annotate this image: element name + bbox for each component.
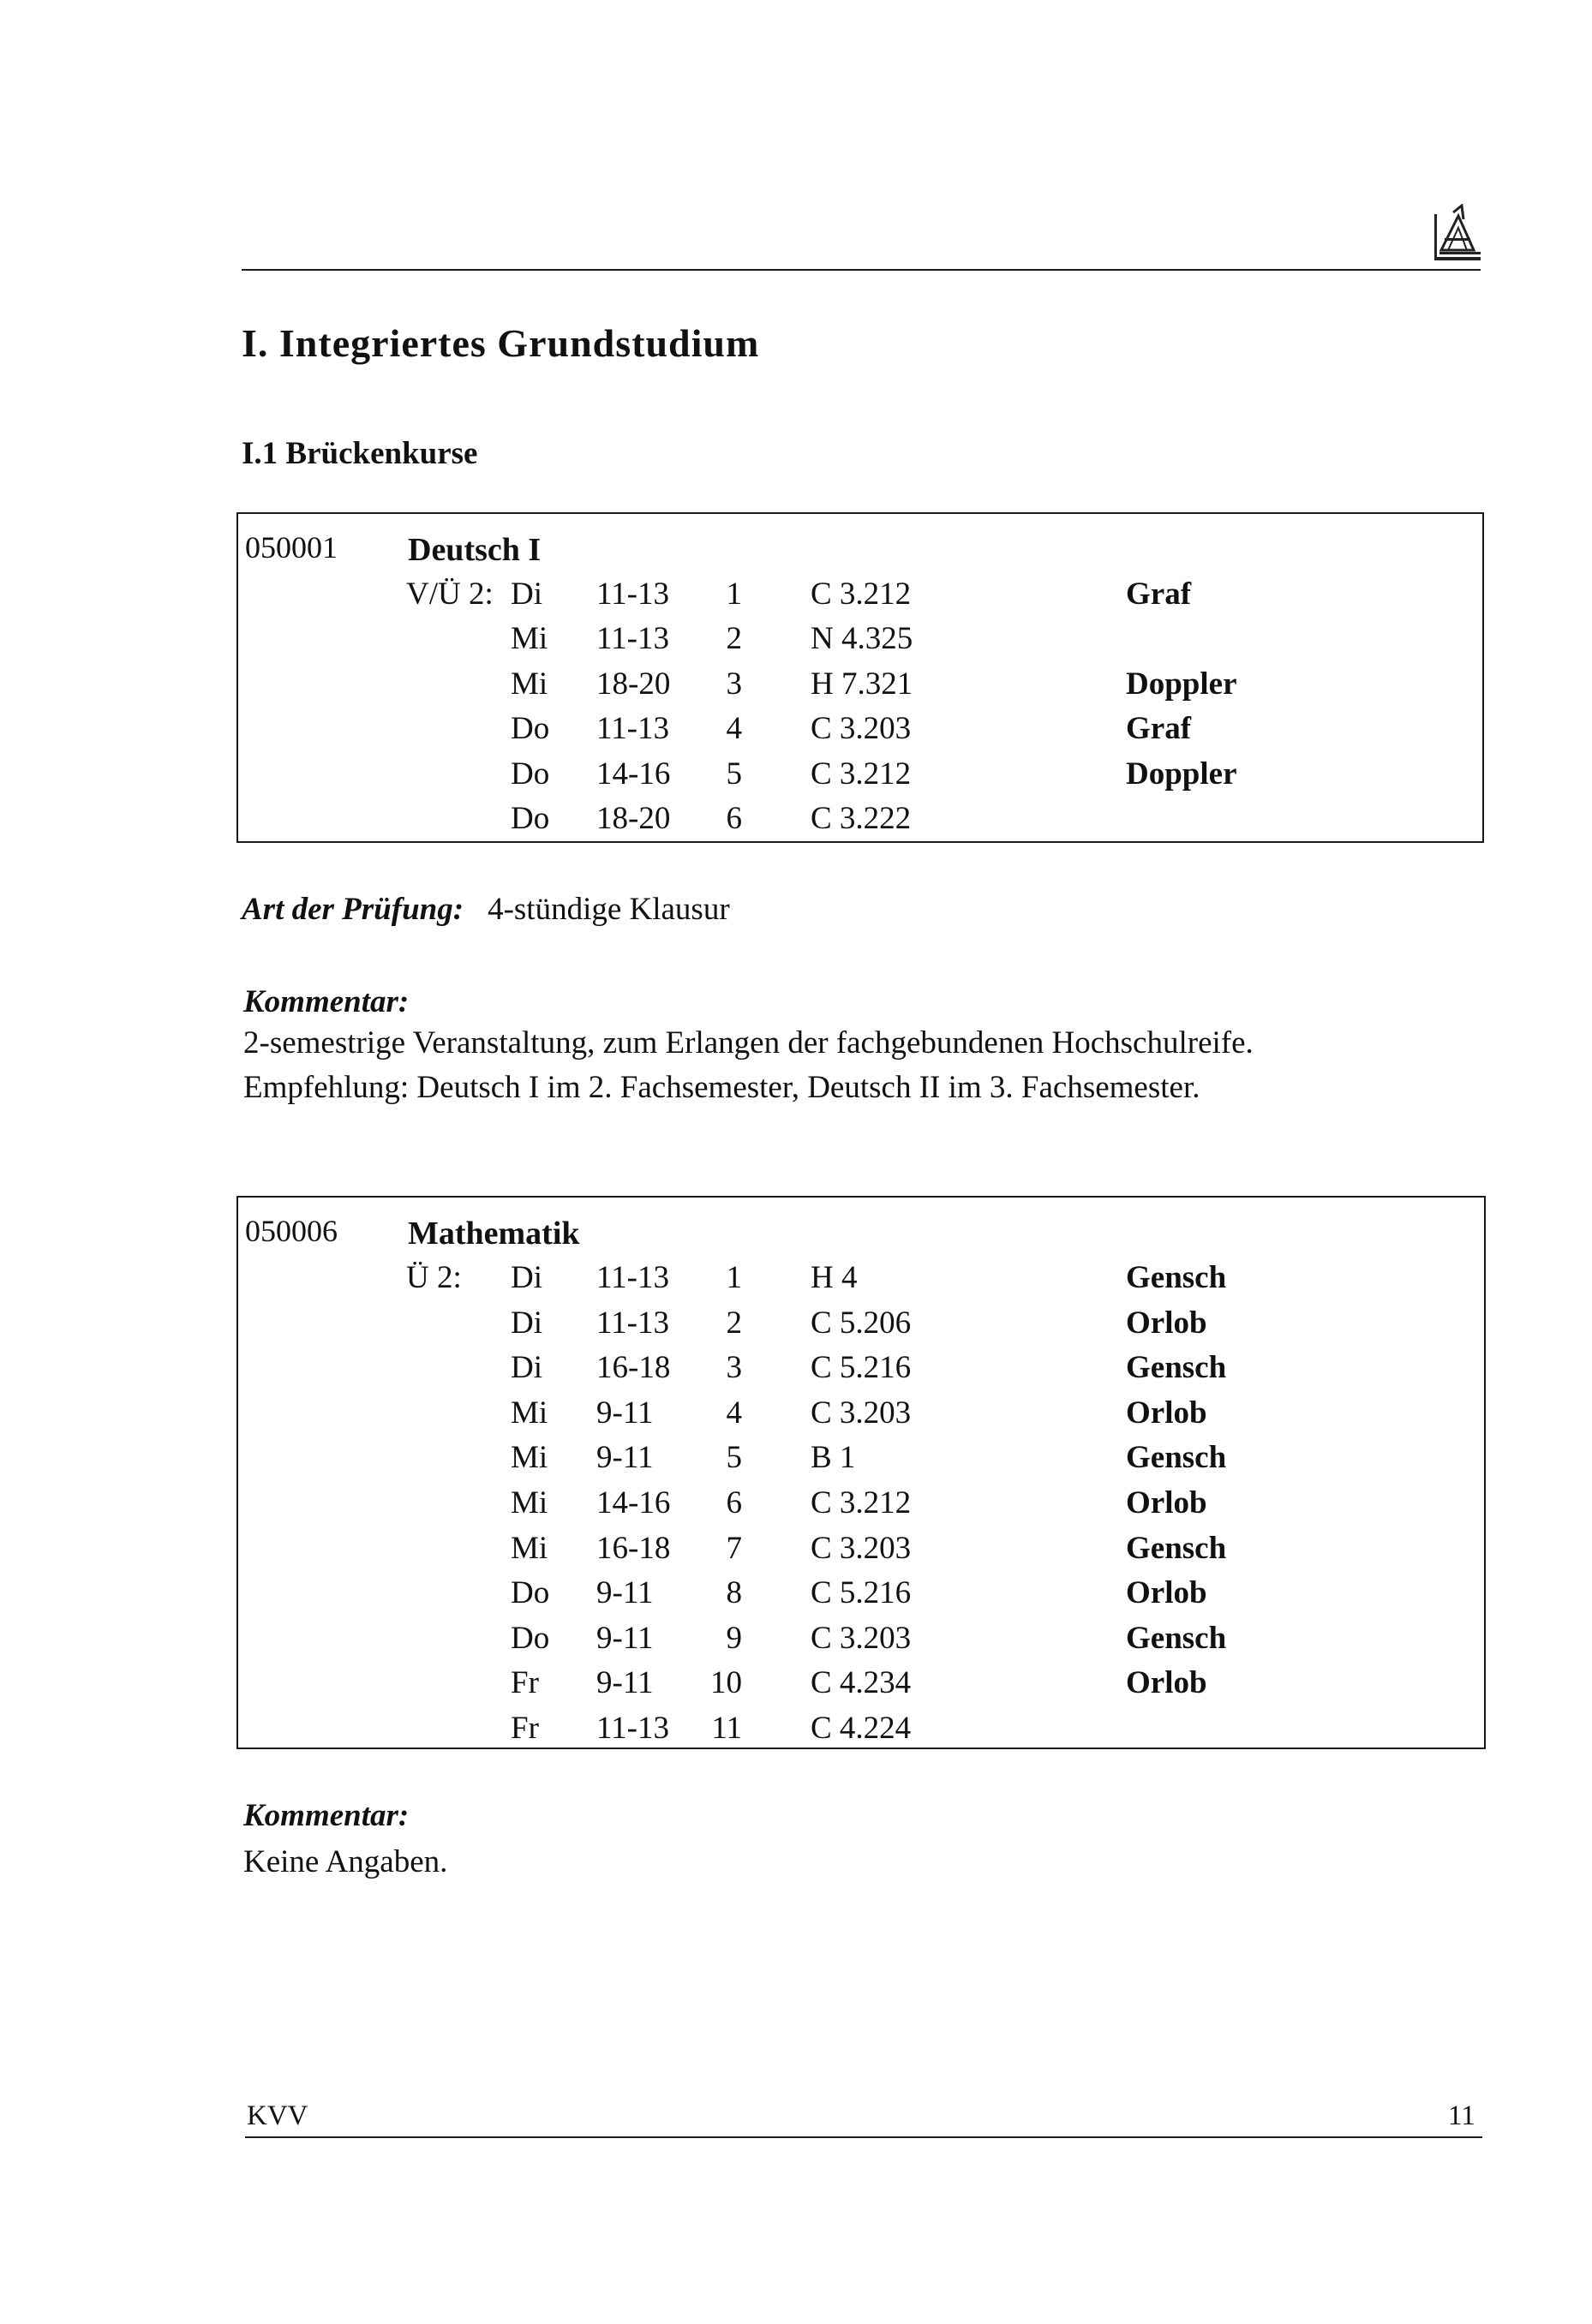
session-time: 9-11 xyxy=(596,1620,654,1656)
session-day: Fr xyxy=(511,1665,539,1701)
session-row xyxy=(238,1574,1484,1619)
session-row xyxy=(238,756,1482,800)
session-lecturer: Graf xyxy=(1126,577,1192,612)
session-group: 4 xyxy=(726,711,742,747)
course-id: 050001 xyxy=(245,530,338,565)
course-box-mathematik xyxy=(236,1196,1486,1749)
session-time: 9-11 xyxy=(596,1665,654,1701)
session-day: Fr xyxy=(511,1711,539,1746)
course-type: V/Ü 2: xyxy=(406,577,494,612)
session-group: 2 xyxy=(726,621,742,657)
course-box-deutsch xyxy=(236,512,1484,843)
session-lecturer: Doppler xyxy=(1126,756,1237,792)
session-lecturer: Gensch xyxy=(1126,1530,1227,1566)
session-lecturer: Gensch xyxy=(1126,1350,1227,1386)
session-group: 6 xyxy=(726,801,742,836)
session-room: C 3.203 xyxy=(811,1395,912,1431)
session-row xyxy=(238,1620,1484,1664)
session-day: Di xyxy=(511,577,542,612)
session-lecturer: Orlob xyxy=(1126,1575,1207,1611)
session-room: B 1 xyxy=(811,1440,856,1476)
session-time: 11-13 xyxy=(596,577,669,612)
session-group: 5 xyxy=(726,756,742,792)
session-lecturer: Graf xyxy=(1126,711,1192,747)
comment-text xyxy=(243,1021,1254,1110)
session-day: Do xyxy=(511,1620,550,1656)
session-group: 6 xyxy=(726,1485,742,1520)
session-day: Do xyxy=(511,801,550,836)
institution-logo-icon xyxy=(1433,204,1482,266)
session-lecturer: Doppler xyxy=(1126,666,1237,702)
session-room: C 3.212 xyxy=(811,577,912,612)
session-lecturer: Gensch xyxy=(1126,1440,1227,1476)
course-name: Mathematik xyxy=(408,1216,580,1252)
session-group: 11 xyxy=(711,1711,742,1746)
footer-rule xyxy=(245,2136,1482,2138)
session-day: Do xyxy=(511,1575,550,1611)
session-time: 16-18 xyxy=(596,1530,671,1566)
session-day: Mi xyxy=(511,1485,548,1520)
session-day: Di xyxy=(511,1260,542,1295)
session-room: C 3.203 xyxy=(811,711,912,747)
session-day: Mi xyxy=(511,1395,548,1431)
session-room: C 3.212 xyxy=(811,756,912,792)
session-lecturer: Orlob xyxy=(1126,1485,1207,1520)
session-time: 18-20 xyxy=(596,801,671,836)
session-room: H 4 xyxy=(811,1260,858,1295)
session-row xyxy=(238,800,1482,845)
page-number: 11 xyxy=(1448,2100,1475,2131)
session-group: 8 xyxy=(726,1575,742,1611)
comment-line: Empfehlung: Deutsch I im 2. Fachsemester, Deutsch II im 3. Fachsemester. xyxy=(243,1070,1200,1105)
session-group: 4 xyxy=(726,1395,742,1431)
session-room: C 5.216 xyxy=(811,1575,912,1611)
comment-line: 2-semestrige Veranstaltung, zum Erlangen der fachgebundenen Hochschulreife. xyxy=(243,1025,1254,1060)
session-room: C 3.203 xyxy=(811,1620,912,1656)
session-row xyxy=(238,710,1482,755)
session-row xyxy=(238,1305,1484,1349)
exam-label: Art der Prüfung: xyxy=(242,892,464,927)
exam-info xyxy=(242,891,730,928)
session-time: 9-11 xyxy=(596,1440,654,1476)
session-room: C 4.234 xyxy=(811,1665,912,1701)
section-title: I. Integriertes Grundstudium xyxy=(242,321,760,365)
comment-text xyxy=(243,1840,447,1885)
session-day: Do xyxy=(511,756,550,792)
session-group: 2 xyxy=(726,1305,742,1341)
session-time: 16-18 xyxy=(596,1350,671,1386)
session-lecturer: Orlob xyxy=(1126,1305,1207,1341)
comment-label: Kommentar: xyxy=(243,1798,410,1833)
session-row xyxy=(238,1530,1484,1574)
session-room: C 3.203 xyxy=(811,1530,912,1566)
session-day: Mi xyxy=(511,1530,548,1566)
comment-line: Keine Angaben. xyxy=(243,1844,448,1879)
session-room: N 4.325 xyxy=(811,621,913,657)
session-group: 9 xyxy=(726,1620,742,1656)
session-group: 1 xyxy=(726,1260,742,1295)
session-time: 11-13 xyxy=(596,1305,669,1341)
session-time: 11-13 xyxy=(596,621,669,657)
session-group: 5 xyxy=(726,1440,742,1476)
session-room: C 5.206 xyxy=(811,1305,912,1341)
session-row xyxy=(238,666,1482,710)
session-row xyxy=(238,1259,1484,1304)
session-row xyxy=(238,1439,1484,1484)
session-time: 9-11 xyxy=(596,1575,654,1611)
comment-label: Kommentar: xyxy=(243,984,410,1019)
session-time: 14-16 xyxy=(596,1485,671,1520)
session-room: C 3.222 xyxy=(811,801,912,836)
session-group: 3 xyxy=(726,1350,742,1386)
session-day: Do xyxy=(511,711,550,747)
session-group: 3 xyxy=(726,666,742,702)
session-group: 1 xyxy=(726,577,742,612)
course-type: Ü 2: xyxy=(406,1260,462,1295)
session-day: Mi xyxy=(511,666,548,702)
footer-label: KVV xyxy=(247,2100,308,2131)
header-rule xyxy=(242,269,1481,271)
session-day: Mi xyxy=(511,621,548,657)
session-day: Mi xyxy=(511,1440,548,1476)
session-room: C 5.216 xyxy=(811,1350,912,1386)
subsection-title: I.1 Brückenkurse xyxy=(242,436,478,471)
session-time: 11-13 xyxy=(596,711,669,747)
session-row xyxy=(238,1395,1484,1439)
session-row xyxy=(238,1485,1484,1529)
session-time: 18-20 xyxy=(596,666,671,702)
session-row xyxy=(238,1664,1484,1709)
session-row xyxy=(238,1710,1484,1754)
session-time: 14-16 xyxy=(596,756,671,792)
session-lecturer: Orlob xyxy=(1126,1665,1207,1701)
session-day: Di xyxy=(511,1305,542,1341)
session-lecturer: Gensch xyxy=(1126,1620,1227,1656)
session-time: 11-13 xyxy=(596,1260,669,1295)
session-day: Di xyxy=(511,1350,542,1386)
session-time: 11-13 xyxy=(596,1711,669,1746)
session-row xyxy=(238,576,1482,620)
session-row xyxy=(238,1349,1484,1394)
session-group: 7 xyxy=(726,1530,742,1566)
session-time: 9-11 xyxy=(596,1395,654,1431)
session-row xyxy=(238,620,1482,665)
session-room: H 7.321 xyxy=(811,666,913,702)
session-room: C 4.224 xyxy=(811,1711,912,1746)
exam-value: 4-stündige Klausur xyxy=(488,892,730,927)
course-id: 050006 xyxy=(245,1214,338,1248)
session-lecturer: Gensch xyxy=(1126,1260,1227,1295)
session-lecturer: Orlob xyxy=(1126,1395,1207,1431)
course-name: Deutsch I xyxy=(408,532,542,568)
session-room: C 3.212 xyxy=(811,1485,912,1520)
session-group: 10 xyxy=(710,1665,742,1701)
